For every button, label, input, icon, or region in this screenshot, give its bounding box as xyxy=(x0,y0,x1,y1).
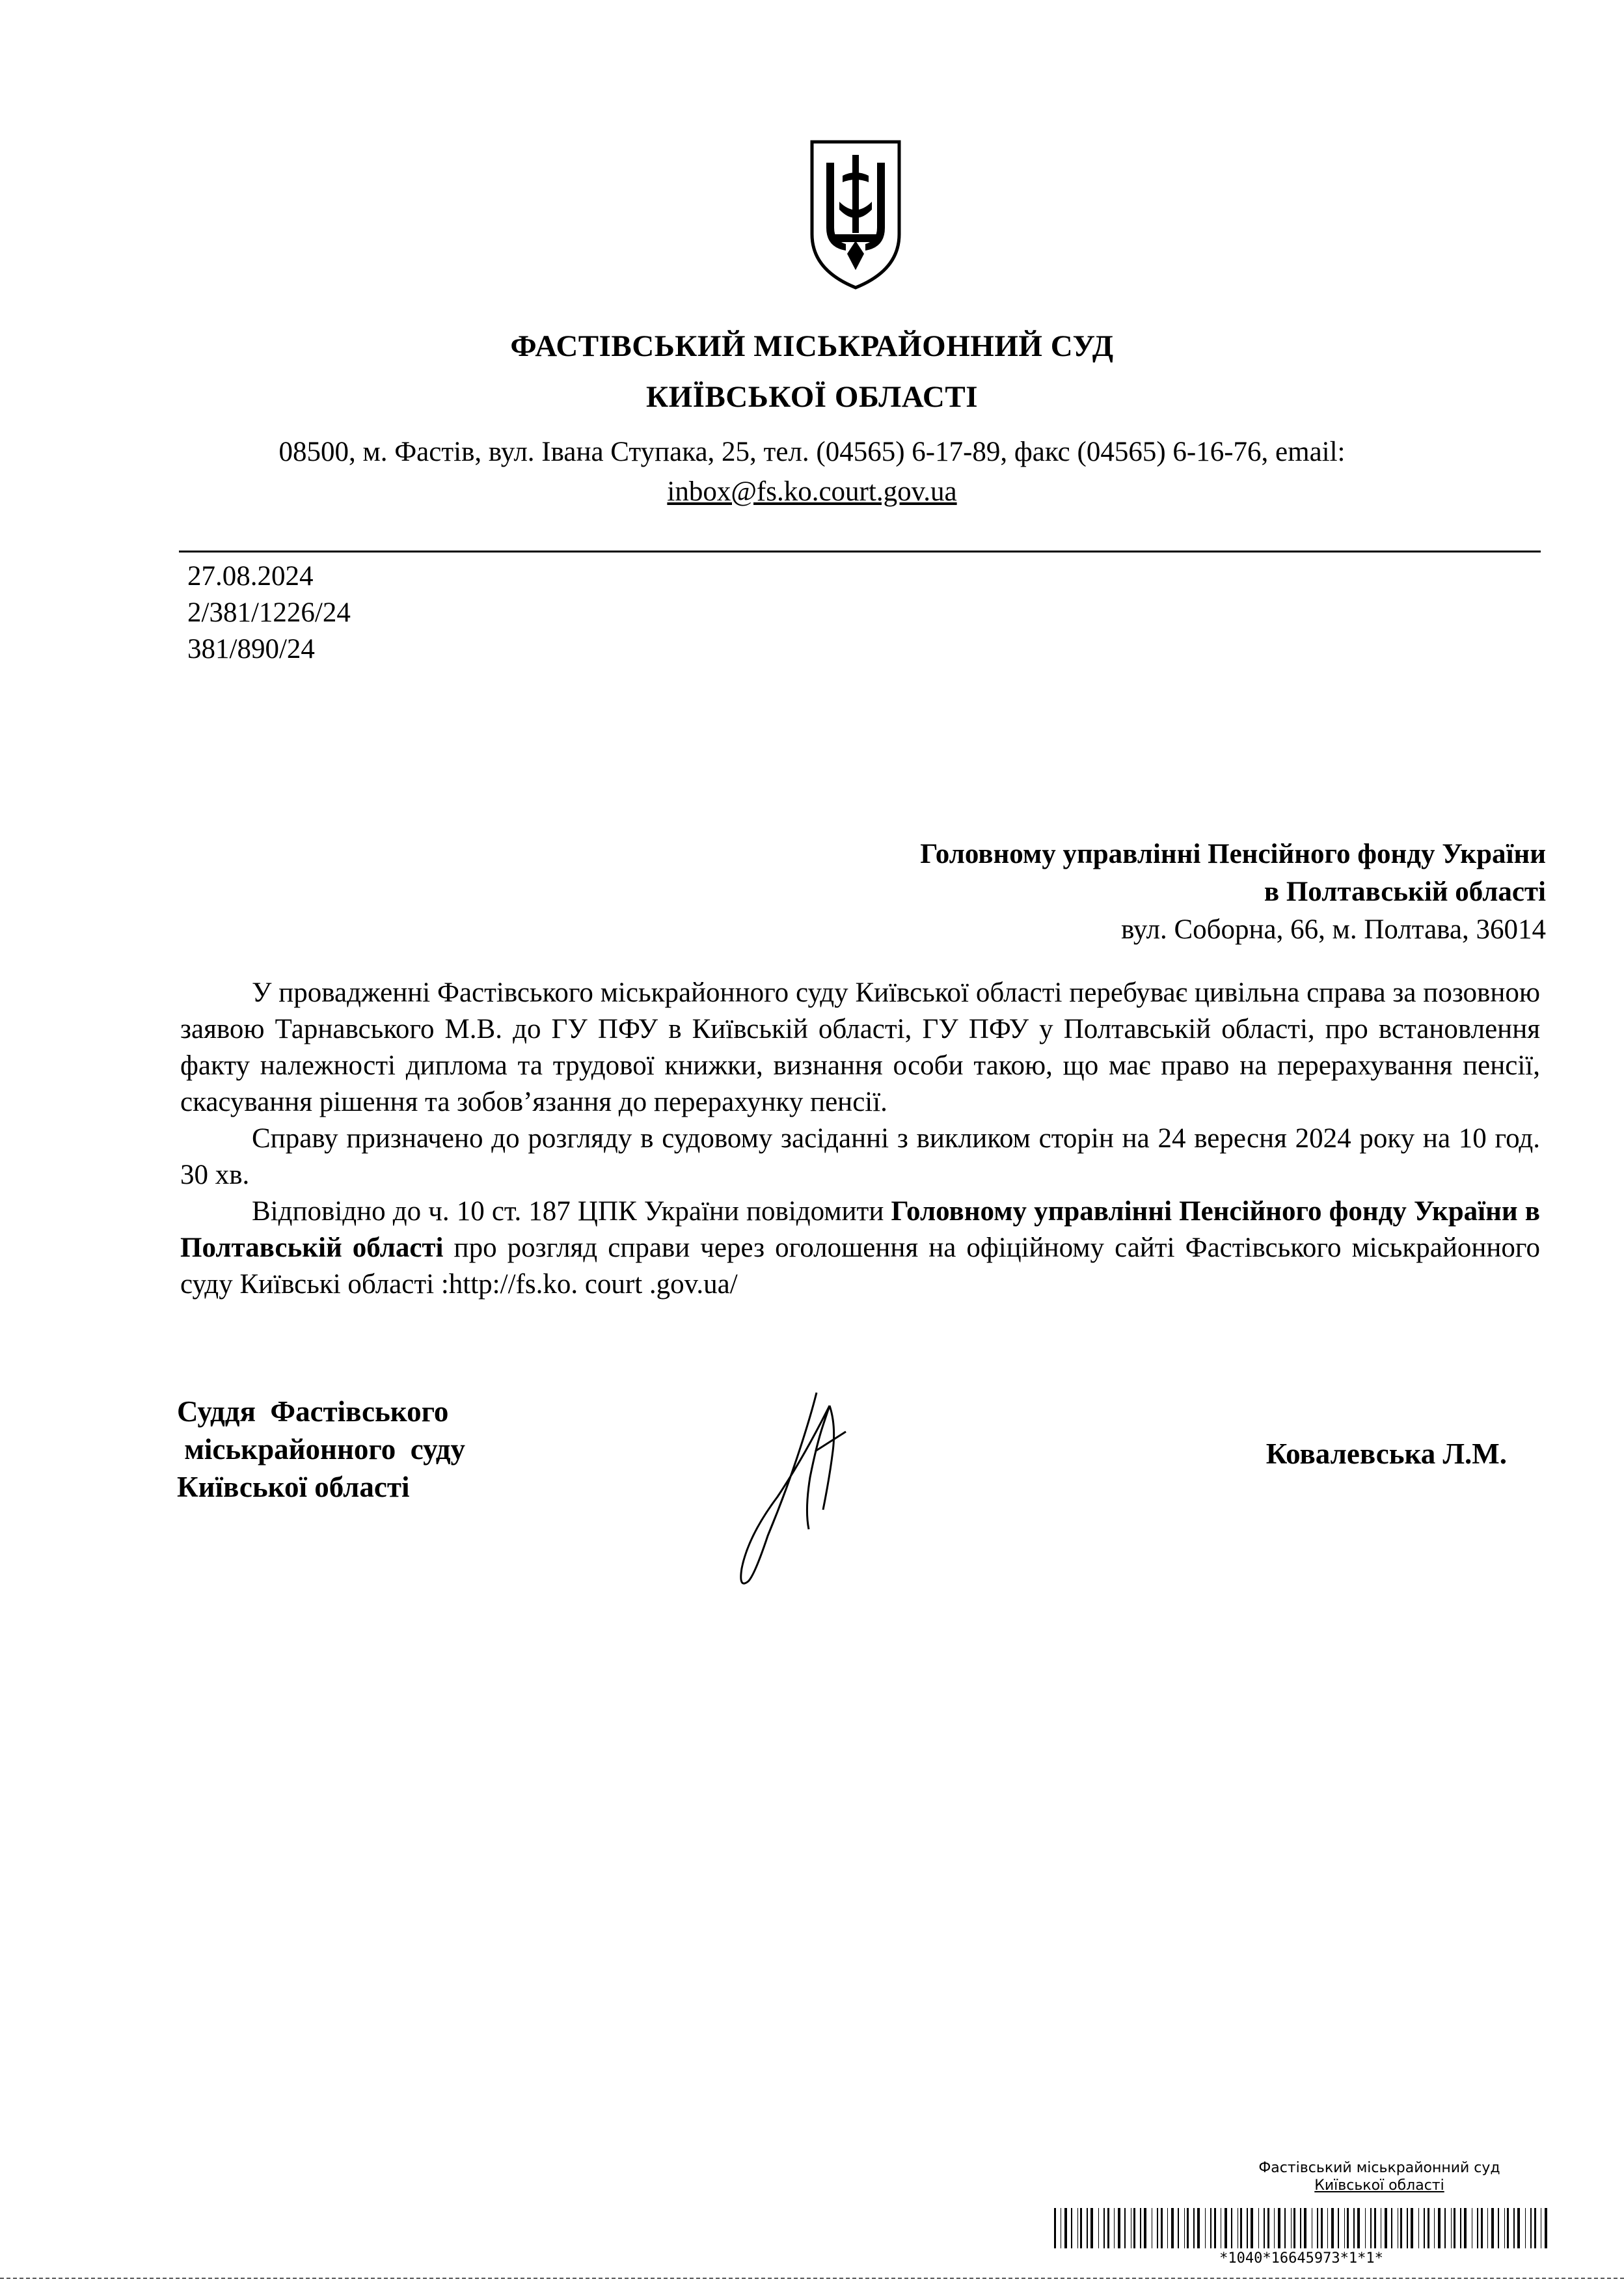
barcode-bar xyxy=(1205,2208,1206,2248)
barcode-bar xyxy=(1231,2208,1232,2248)
court-address: 08500, м. Фастів, вул. Івана Ступака, 25, тел. (04565) 6-17-89, факс (04565) 6-16-76, email: xyxy=(278,437,1346,467)
barcode-bar xyxy=(1161,2208,1163,2248)
barcode-bar xyxy=(1087,2208,1088,2248)
barcode-bar xyxy=(1400,2208,1402,2248)
barcode-bar xyxy=(1317,2208,1318,2248)
barcode-bar xyxy=(1444,2208,1446,2248)
barcode-bar xyxy=(1103,2208,1105,2248)
judge-title: Суддя Фастівського міськрайонного суду Київської області xyxy=(177,1395,466,1503)
barcode-bar xyxy=(1124,2208,1126,2248)
page-bottom-line xyxy=(0,2278,1624,2279)
barcode-bar xyxy=(1114,2208,1115,2248)
barcode-bar xyxy=(1247,2208,1248,2248)
barcode-bar xyxy=(1438,2208,1441,2248)
barcode-bar xyxy=(1365,2208,1366,2248)
judge-name: Ковалевська Л.М. xyxy=(1265,1438,1507,1470)
barcode-bar xyxy=(1357,2208,1360,2248)
barcode-bar xyxy=(1240,2208,1242,2248)
barcode-bar xyxy=(1338,2208,1339,2248)
court-email-line xyxy=(0,473,1624,511)
header-divider xyxy=(179,551,1541,552)
barcode-bar xyxy=(1507,2208,1509,2248)
barcode-bar xyxy=(1077,2208,1078,2248)
barcode-bar xyxy=(1197,2208,1200,2248)
addressee-line1: Головному управлінні Пенсійного фонду України xyxy=(920,839,1546,869)
barcode-bar xyxy=(1491,2208,1494,2248)
barcode-bar xyxy=(1080,2208,1082,2248)
barcode-bar xyxy=(1274,2208,1275,2248)
barcode-bar xyxy=(1098,2208,1099,2248)
barcode-bar xyxy=(1187,2208,1189,2248)
barcode-bar xyxy=(1214,2208,1216,2248)
stamp-line1: Фастівський міськрайонний суд xyxy=(1258,2160,1500,2176)
barcode-bar xyxy=(1304,2208,1306,2248)
barcode-bar xyxy=(1385,2208,1387,2248)
addressee-line2: в Полтавській області xyxy=(1264,877,1546,907)
barcode-bar xyxy=(1331,2208,1334,2248)
barcode-bar xyxy=(1424,2208,1425,2248)
body-paragraph-2: Справу призначено до розгляду в судовому засіданні з викликом сторін на 24 вересня 2024 року на 10 год. 30 хв. xyxy=(180,1123,1540,1190)
barcode-bar xyxy=(1460,2208,1461,2248)
barcode-bar xyxy=(1321,2208,1323,2248)
barcode-bar xyxy=(1267,2208,1269,2248)
barcode-bar xyxy=(1071,2208,1072,2248)
barcode-bar xyxy=(1513,2208,1515,2248)
barcode-bar xyxy=(1327,2208,1328,2248)
barcode-bar xyxy=(1487,2208,1488,2248)
case-number: 381/890/24 xyxy=(187,634,315,664)
barcode-bar xyxy=(1525,2208,1526,2248)
barcode-bar xyxy=(1545,2208,1547,2248)
barcode-bar xyxy=(1140,2208,1141,2248)
barcode-bar xyxy=(1300,2208,1301,2248)
barcode-bar xyxy=(1407,2208,1408,2248)
barcode-bar xyxy=(1225,2208,1227,2248)
barcode-bar xyxy=(1477,2208,1478,2248)
barcode-bar xyxy=(1370,2208,1372,2248)
barcode-bar xyxy=(1291,2208,1292,2248)
barcode-bar xyxy=(1347,2208,1349,2248)
barcode-bar xyxy=(1054,2208,1056,2248)
court-name-line2: КИЇВСЬКОЇ ОБЛАСТІ xyxy=(646,380,978,414)
outgoing-number: 2/381/1226/24 xyxy=(187,597,351,628)
barcode-bar xyxy=(1293,2208,1295,2248)
barcode-bar xyxy=(1107,2208,1109,2248)
barcode-bar xyxy=(1517,2208,1520,2248)
barcode-bar xyxy=(1418,2208,1419,2248)
barcode-bar xyxy=(1284,2208,1286,2248)
barcode-bar xyxy=(1464,2208,1467,2248)
trident-coat-of-arms-icon xyxy=(807,137,904,292)
barcode-bar xyxy=(1451,2208,1452,2248)
body-paragraph-1: У провадженні Фастівського міськрайонного суду Київської області перебуває цивільна справа за позовною заявою Тарнавського М.В. до ГУ ПФУ в Київській області, ГУ ПФУ у Полтавській області, про встановлення факту належності диплома та трудової книжки, визнання особи такою, що має право на перерахування пенсії, скасування рішення та зобов’язання до перерахунку пенсії. xyxy=(180,977,1540,1117)
barcode-bar xyxy=(1090,2208,1093,2248)
addressee-address: вул. Соборна, 66, м. Полтава, 36014 xyxy=(1121,914,1546,945)
barcode-bar xyxy=(1504,2208,1505,2248)
barcode-bar xyxy=(1178,2208,1179,2248)
barcode-bar xyxy=(1251,2208,1253,2248)
barcode-bar xyxy=(1374,2208,1376,2248)
barcode-bar xyxy=(1434,2208,1435,2248)
barcode-bar xyxy=(1171,2208,1174,2248)
barcode-bar xyxy=(1167,2208,1168,2248)
barcode-bar xyxy=(1534,2208,1536,2248)
barcode-bar xyxy=(1411,2208,1413,2248)
barcode-text: *1040*16645973*1*1* xyxy=(1219,2250,1383,2267)
barcode-bar xyxy=(1118,2208,1120,2248)
court-email: inbox@fs.ko.court.gov.ua xyxy=(667,476,957,507)
letter-date: 27.08.2024 xyxy=(187,561,314,592)
barcode-bar xyxy=(1264,2208,1265,2248)
barcode-bar xyxy=(1064,2208,1067,2248)
barcode-bar xyxy=(1157,2208,1158,2248)
barcode-bar xyxy=(1428,2208,1429,2248)
handwritten-signature xyxy=(732,1380,875,1594)
court-name-line1: ФАСТІВСЬКИЙ МІСЬКРАЙОННИЙ СУД xyxy=(510,329,1114,363)
barcode xyxy=(1054,2208,1549,2248)
barcode-bar xyxy=(1344,2208,1345,2248)
stamp-line2: Київської області xyxy=(1314,2177,1444,2194)
barcode-bar xyxy=(1133,2208,1135,2248)
barcode-bar xyxy=(1278,2208,1280,2248)
barcode-bar xyxy=(1258,2208,1259,2248)
barcode-bar xyxy=(1391,2208,1392,2248)
barcode-bar xyxy=(1530,2208,1532,2248)
barcode-bar xyxy=(1454,2208,1455,2248)
barcode-bar xyxy=(1481,2208,1483,2248)
barcode-bar xyxy=(1193,2208,1195,2248)
body-paragraph-3: Відповідно до ч. 10 ст. 187 ЦПК України повідомити Головному управлінні Пенсійного фонду України в Полтавській області про розгляд справи через оголошення на офіційному сайті Фастівського міськрайонного суду Київські області :http://fs.ko. court .gov.ua/ xyxy=(180,1196,1540,1300)
barcode-bar xyxy=(1184,2208,1185,2248)
barcode-bar xyxy=(1353,2208,1355,2248)
barcode-bar xyxy=(1498,2208,1499,2248)
barcode-bar xyxy=(1144,2208,1146,2248)
barcode-bar xyxy=(1210,2208,1211,2248)
letter-body xyxy=(180,975,1540,1303)
